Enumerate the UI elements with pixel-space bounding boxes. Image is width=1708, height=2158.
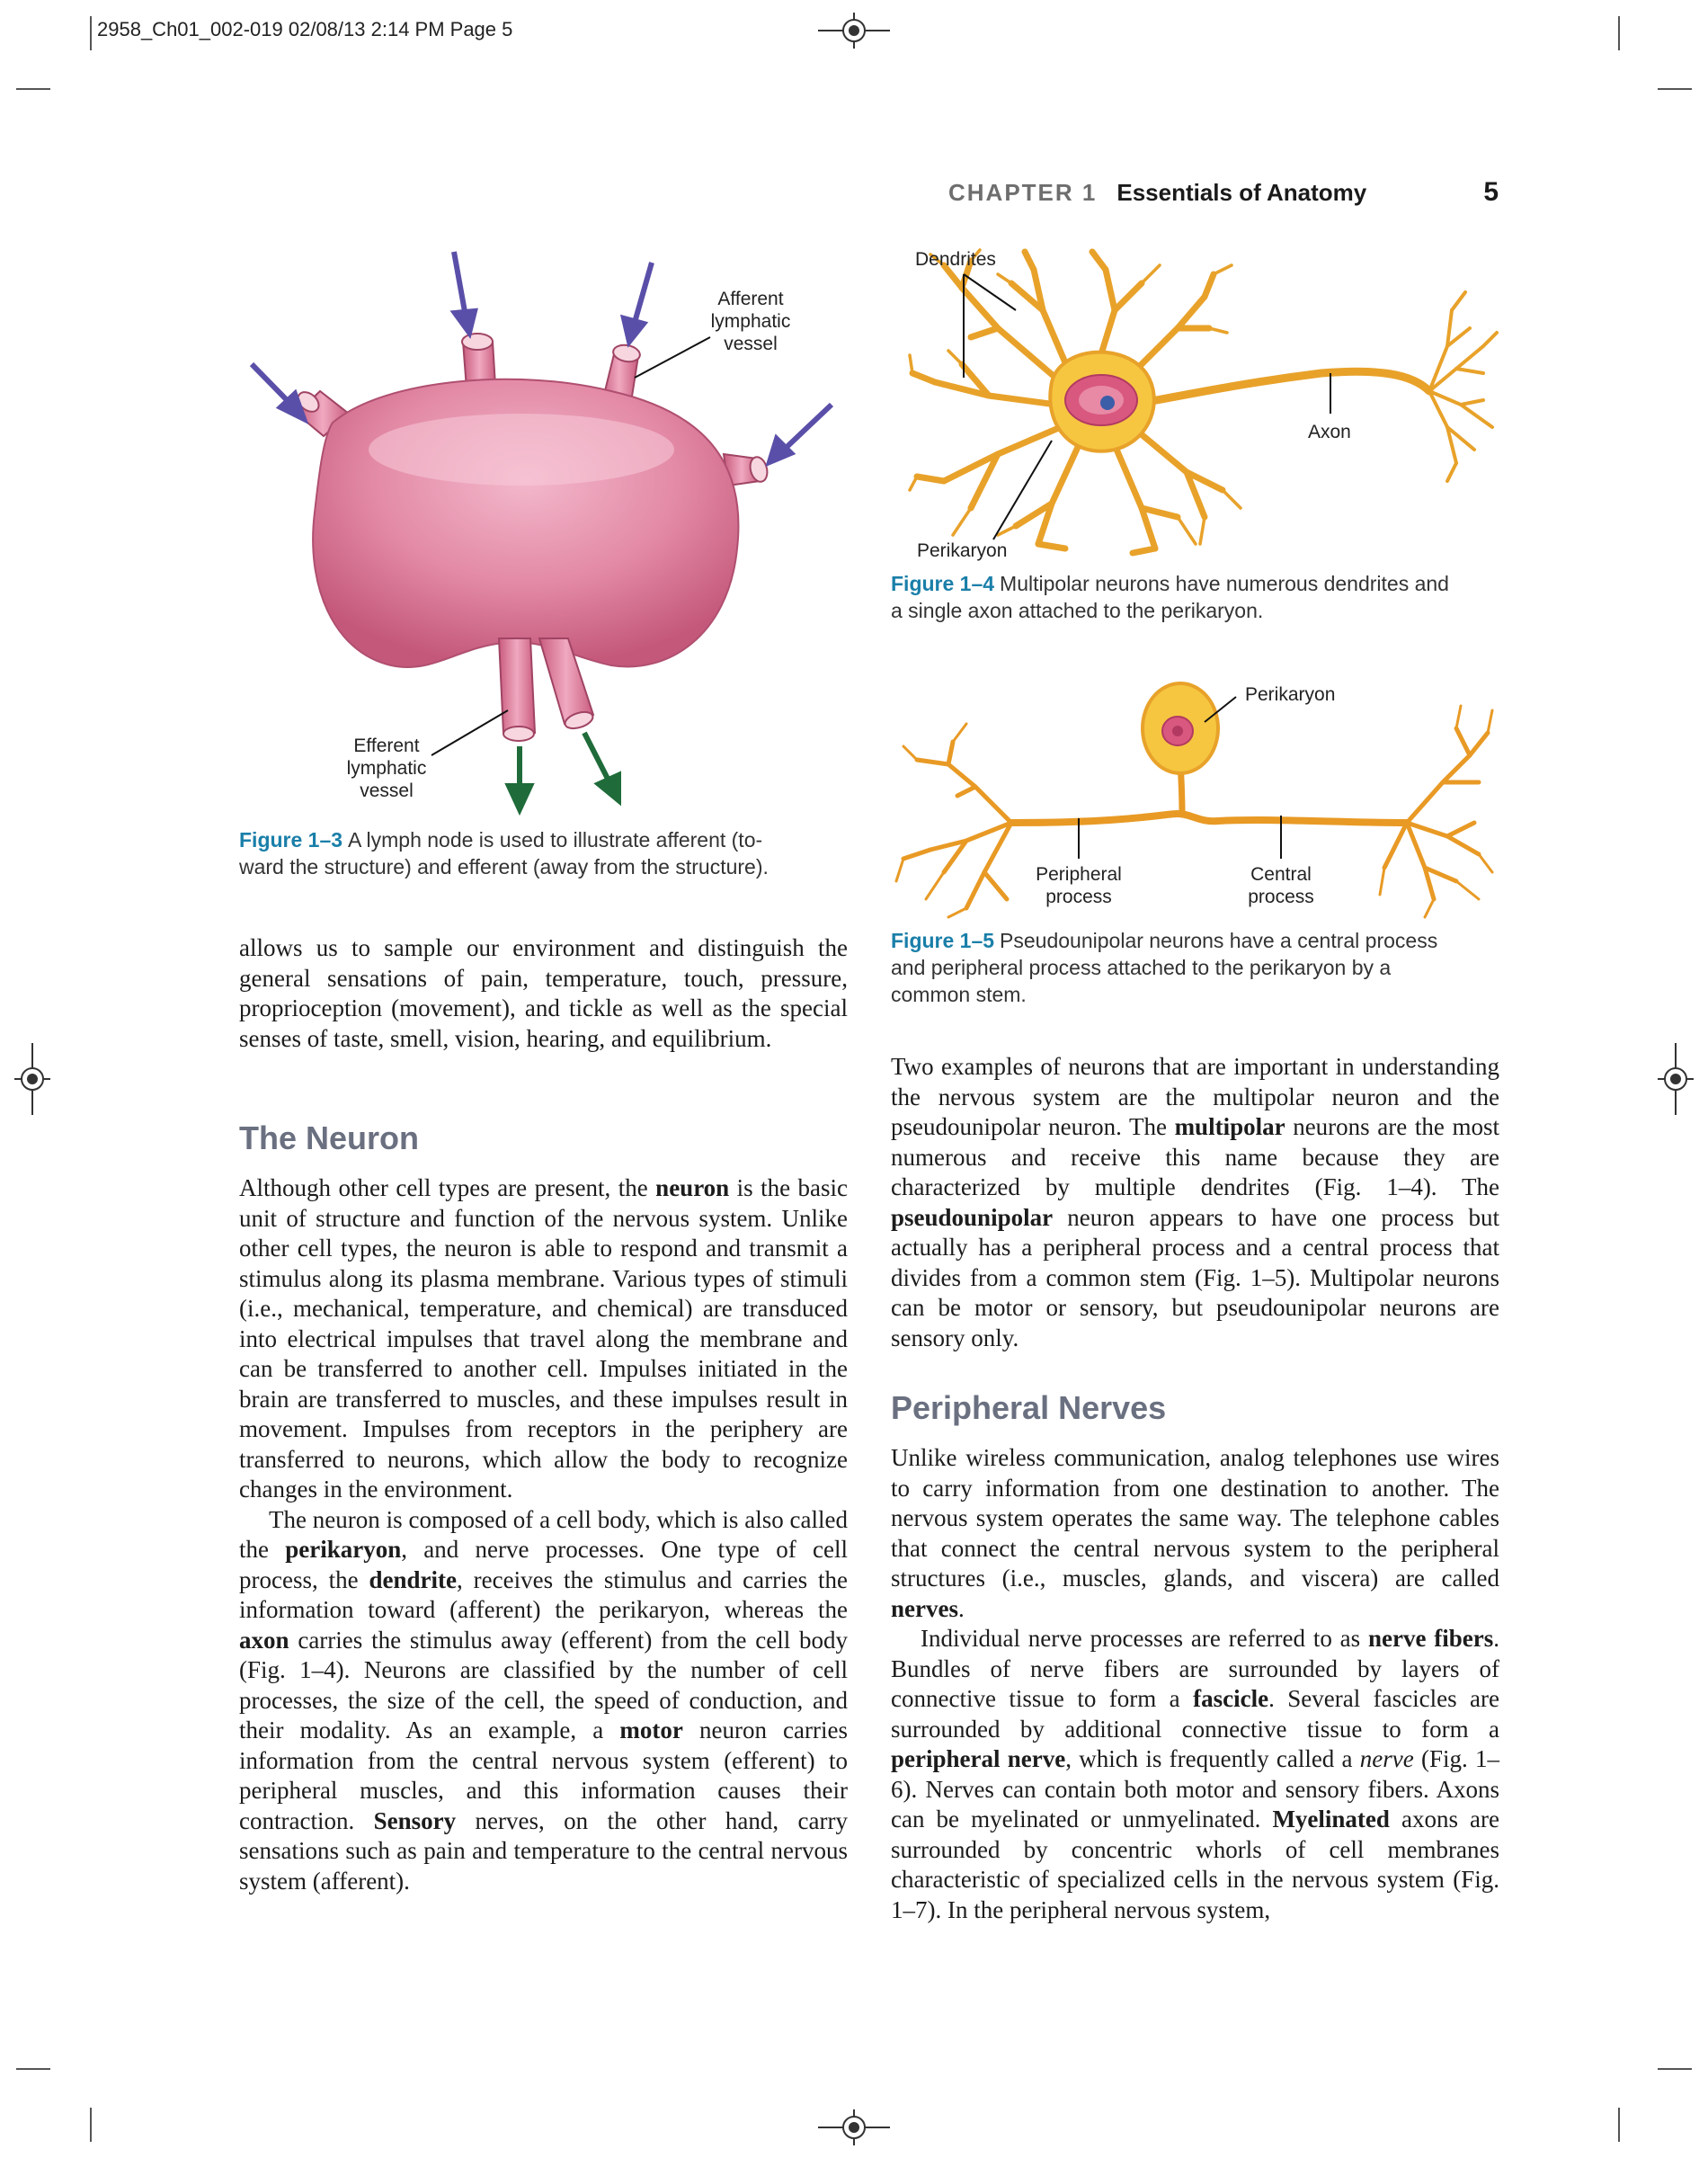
caption-line	[891, 927, 1502, 954]
label-line: Peripheral	[1036, 864, 1122, 885]
caption-line	[239, 826, 850, 853]
key-term: axon	[239, 1626, 289, 1654]
text-run: .	[957, 1594, 965, 1622]
label-line: lymphatic	[346, 758, 427, 779]
caption-line	[891, 570, 1502, 597]
text-run: nerves, on the other hand, carry sensations such as pain and temperature to the central nervous system (afferent).	[239, 1806, 848, 1895]
key-term: peripheral nerve	[891, 1745, 1066, 1772]
body-paragraph	[891, 1624, 1499, 1925]
crop-mark	[16, 88, 50, 90]
text-run: . Bundles of nerve fibers are surrounded by layers of connective tissue to form a	[891, 1625, 1500, 1712]
text-run: Two examples of neurons that are important in understanding the nervous system are the multipolar neuron and the pseudounipolar neuron. The	[891, 1053, 1499, 1140]
key-term: multipolar	[1174, 1113, 1285, 1140]
label-line: vessel	[360, 780, 414, 801]
caption-text: A lymph node is used to illustrate afferent (to-	[348, 828, 763, 852]
text-run: neuron carries information from the central nervous system (efferent) to peripheral muscles, and this information causes their contraction.	[239, 1717, 848, 1834]
figure-1-3-caption	[239, 826, 850, 880]
multipolar-neuron-illustration	[908, 247, 1501, 557]
label-line: vessel	[724, 334, 778, 354]
right-body-text-bottom	[891, 1443, 1499, 1925]
pseudounipolar-neuron-illustration	[894, 679, 1497, 922]
crop-mark	[1618, 2108, 1620, 2142]
key-term: perikaryon	[285, 1536, 402, 1563]
crop-mark	[1658, 88, 1692, 90]
italic-term: nerve	[1359, 1745, 1414, 1772]
registration-mark	[14, 1043, 50, 1115]
label-efferent-vessel	[324, 735, 449, 802]
body-paragraph: allows us to sample our environment and distinguish the general sensations of pain, temperature, touch, pressure, proprioception (movement), and tickle as well as the special senses of taste, smell, vision, hearing, and equilibrium.	[239, 934, 848, 1052]
label-dendrites: Dendrites	[915, 249, 996, 270]
registration-mark	[1658, 1043, 1694, 1115]
key-term: pseudounipolar	[891, 1203, 1054, 1231]
text-run: , receives the stimulus and carries the information toward (afferent) the perikaryon, whereas the	[239, 1565, 848, 1623]
caption-text: Pseudounipolar neurons have a central process	[1000, 929, 1438, 952]
caption-text: and peripheral process attached to the perikaryon by a	[891, 956, 1392, 979]
chapter-label: CHAPTER 1	[948, 179, 1098, 206]
label-line: Central	[1250, 864, 1312, 885]
text-run: . Several fascicles are surrounded by additional connective tissue to form a	[891, 1685, 1499, 1743]
caption-text: Multipolar neurons have numerous dendrites and	[1000, 572, 1449, 595]
running-head	[948, 177, 1499, 208]
label-line: Afferent	[717, 289, 784, 309]
caption-text: ward the structure) and efferent (away from the structure).	[239, 855, 769, 878]
section-heading-neuron: The Neuron	[239, 1119, 420, 1156]
label-perikaryon: Perikaryon	[1245, 684, 1336, 705]
figure-1-4-caption	[891, 570, 1502, 624]
text-run: The neuron is composed of a cell body, which is also called the	[239, 1505, 848, 1563]
text-run: neurons are the most numerous and receive this name because they are characterized by multiple dendrites (Fig. 1–4). The	[891, 1113, 1500, 1200]
key-term: fascicle	[1193, 1685, 1269, 1712]
label-central-process	[1227, 863, 1335, 908]
label-peripheral-process	[1025, 863, 1133, 908]
section-heading-peripheral-nerves: Peripheral Nerves	[891, 1389, 1167, 1426]
text-run: (Fig. 1–6). Nerves can contain both motor and sensory fibers. Axons can be myelinated or unmyelinated.	[891, 1745, 1499, 1833]
key-term: Myelinated	[1272, 1806, 1390, 1833]
caption-text: a single axon attached to the perikaryon.	[891, 599, 1264, 622]
right-body-text-top	[891, 1052, 1499, 1353]
text-run: , and nerve processes. One type of cell process, the	[239, 1536, 848, 1593]
printer-slug: 2958_Ch01_002-019 02/08/13 2:14 PM Page 5	[97, 18, 513, 40]
label-line: Efferent	[353, 736, 420, 756]
body-paragraph	[239, 1173, 848, 1505]
registration-mark	[818, 2109, 890, 2145]
body-paragraph	[891, 1052, 1499, 1353]
crop-mark	[90, 16, 92, 50]
text-run: Unlike wireless communication, analog telephones use wires to carry information from one destination to another. The nervous system operates the same way. The telephone cables that connect the central nervous system to the peripheral structures (i.e., muscles, glands, and viscera) are called	[891, 1444, 1499, 1592]
figure-number: Figure 1–4	[891, 572, 995, 595]
caption-text: common stem.	[891, 983, 1027, 1006]
left-body-text	[239, 1173, 848, 1896]
figure-number: Figure 1–3	[239, 828, 343, 852]
text-run: axons are surrounded by concentric whorls of cell membranes characteristic of specialized cells in the nervous system (Fig. 1–7). In the peripheral nervous system,	[891, 1806, 1500, 1923]
body-paragraph	[239, 1505, 848, 1897]
page-number: 5	[1483, 177, 1499, 207]
left-intro-text	[239, 933, 848, 1054]
key-term: nerve fibers	[1367, 1625, 1494, 1652]
text-run: carries the stimulus away (efferent) from the cell body (Fig. 1–4). Neurons are classified by the number of cell processes, the size of the cell, the speed of conduction, and their modality. As an example, a	[239, 1626, 848, 1743]
label-perikaryon: Perikaryon	[917, 540, 1008, 561]
text-run: , which is frequently called a	[1065, 1745, 1360, 1772]
text-run: is the basic unit of structure and function of the nervous system. Unlike other cell types, the neuron is able to respond and transmit a stimulus along its plasma membrane. Various types of stimuli (i.e., mechanical, temperature, and chemical) are transduced into electrical impulses that travel along the membrane and can be transferred to another cell. Impulses initiated in the brain are transferred to muscles, and these impulses result in movement. Impulses from receptors in the periphery are transferred to neurons, which allow the body to recognize changes in the environment.	[239, 1174, 848, 1503]
figure-1-5-caption	[891, 927, 1502, 1008]
text-run: Individual nerve processes are referred to as	[921, 1625, 1368, 1652]
crop-mark	[1618, 16, 1620, 50]
key-term: dendrite	[369, 1565, 458, 1593]
figure-number: Figure 1–5	[891, 929, 995, 952]
crop-mark	[16, 2068, 50, 2070]
key-term: nerves	[891, 1594, 958, 1622]
chapter-title: Essentials of Anatomy	[1116, 179, 1367, 206]
text-run: neuron appears to have one process but actually has a peripheral process and a central process that divides from a common stem (Fig. 1–5). Multipolar neurons can be motor or sensory, but pseudounipolar neurons are sensory only.	[891, 1203, 1499, 1351]
key-term: neuron	[655, 1174, 730, 1201]
key-term: motor	[619, 1717, 683, 1743]
body-paragraph	[891, 1443, 1499, 1624]
label-axon: Axon	[1308, 422, 1351, 442]
crop-mark	[1658, 2068, 1692, 2070]
label-line: process	[1045, 887, 1112, 907]
label-afferent-vessel	[683, 288, 818, 355]
registration-mark	[818, 13, 890, 49]
label-line: process	[1248, 887, 1314, 907]
crop-mark	[90, 2108, 92, 2142]
label-line: lymphatic	[710, 311, 791, 332]
key-term: Sensory	[373, 1806, 457, 1834]
text-run: Although other cell types are present, the	[239, 1174, 656, 1201]
